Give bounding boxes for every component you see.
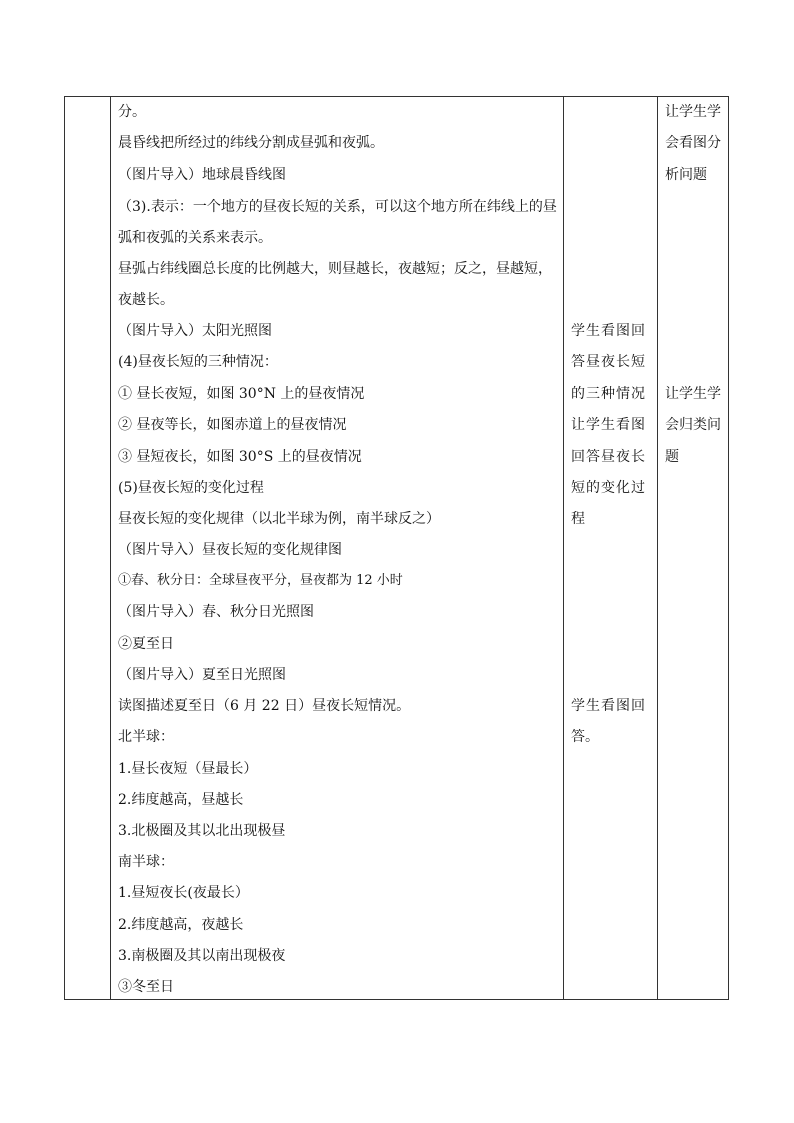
student-line: 答。	[571, 729, 599, 745]
content-line: （图片导入）昼夜长短的变化规律图	[118, 542, 342, 558]
content-line: ① 昼长夜短，如图 30°N 上的昼夜情况	[118, 386, 365, 402]
content-line: （图片导入）太阳光照图	[118, 323, 272, 339]
content-line: 3.北极圈及其以北出现极昼	[118, 823, 286, 839]
content-line: 1.昼短夜长(夜最长）	[118, 885, 249, 901]
student-line: 短的变化过	[571, 480, 646, 496]
content-line: (5)昼夜长短的变化过程	[118, 480, 264, 496]
content-line: 昼弧占纬线圈总长度的比例越大，则昼越长，夜越短；反之，昼越短，	[118, 261, 552, 277]
column-divider-1	[110, 97, 111, 999]
intent-line: 题	[665, 449, 679, 465]
content-line: ② 昼夜等长，如图赤道上的昼夜情况	[118, 417, 347, 433]
intent-line: 让学生学	[665, 386, 721, 402]
column-divider-3	[657, 97, 658, 999]
content-line: 南半球：	[118, 854, 174, 870]
student-line: 学生看图回	[571, 698, 646, 714]
content-line: 2.纬度越高，昼越长	[118, 792, 244, 808]
content-line: 2.纬度越高，夜越长	[118, 917, 244, 933]
content-line: 读图描述夏至日（6 月 22 日）昼夜长短情况。	[118, 698, 411, 714]
content-line: （图片导入）地球晨昏线图	[118, 167, 286, 183]
intent-line: 让学生学	[665, 104, 721, 120]
content-line: 昼夜长短的变化规律（以北半球为例，南半球反之）	[118, 511, 440, 527]
content-line: 分。	[118, 104, 146, 120]
content-line: ①春、秋分日：全球昼夜平分，昼夜都为 12 小时	[118, 573, 403, 588]
student-line: 的三种情况	[571, 386, 646, 402]
content-line: （图片导入）夏至日光照图	[118, 667, 286, 683]
student-line: 学生看图回	[571, 323, 646, 339]
intent-line: 会归类问	[665, 417, 721, 433]
intent-line: 会看图分	[665, 135, 721, 151]
content-line: 1.昼长夜短（昼最长）	[118, 761, 258, 777]
content-line: 3.南极圈及其以南出现极夜	[118, 948, 286, 964]
student-line: 让学生看图	[571, 417, 646, 433]
content-line: （3).表示：一个地方的昼夜长短的关系，可以这个地方所在纬线上的昼	[118, 199, 557, 215]
content-line: 北半球：	[118, 729, 174, 745]
content-line: 夜越长。	[118, 292, 174, 308]
content-line: ③冬至日	[118, 979, 174, 995]
content-line: 晨昏线把所经过的纬线分割成昼弧和夜弧。	[118, 135, 384, 151]
lesson-plan-table	[64, 96, 729, 1000]
column-divider-2	[563, 97, 564, 999]
content-line: 弧和夜弧的关系来表示。	[118, 230, 272, 246]
intent-line: 析问题	[665, 167, 707, 183]
content-line: （图片导入）春、秋分日光照图	[118, 604, 314, 620]
content-line: (4)昼夜长短的三种情况：	[118, 354, 278, 370]
student-line: 回答昼夜长	[571, 449, 646, 465]
student-line: 程	[571, 511, 585, 527]
content-line: ③ 昼短夜长，如图 30°S 上的昼夜情况	[118, 449, 362, 465]
student-line: 答昼夜长短	[571, 354, 646, 370]
content-line: ②夏至日	[118, 636, 174, 652]
